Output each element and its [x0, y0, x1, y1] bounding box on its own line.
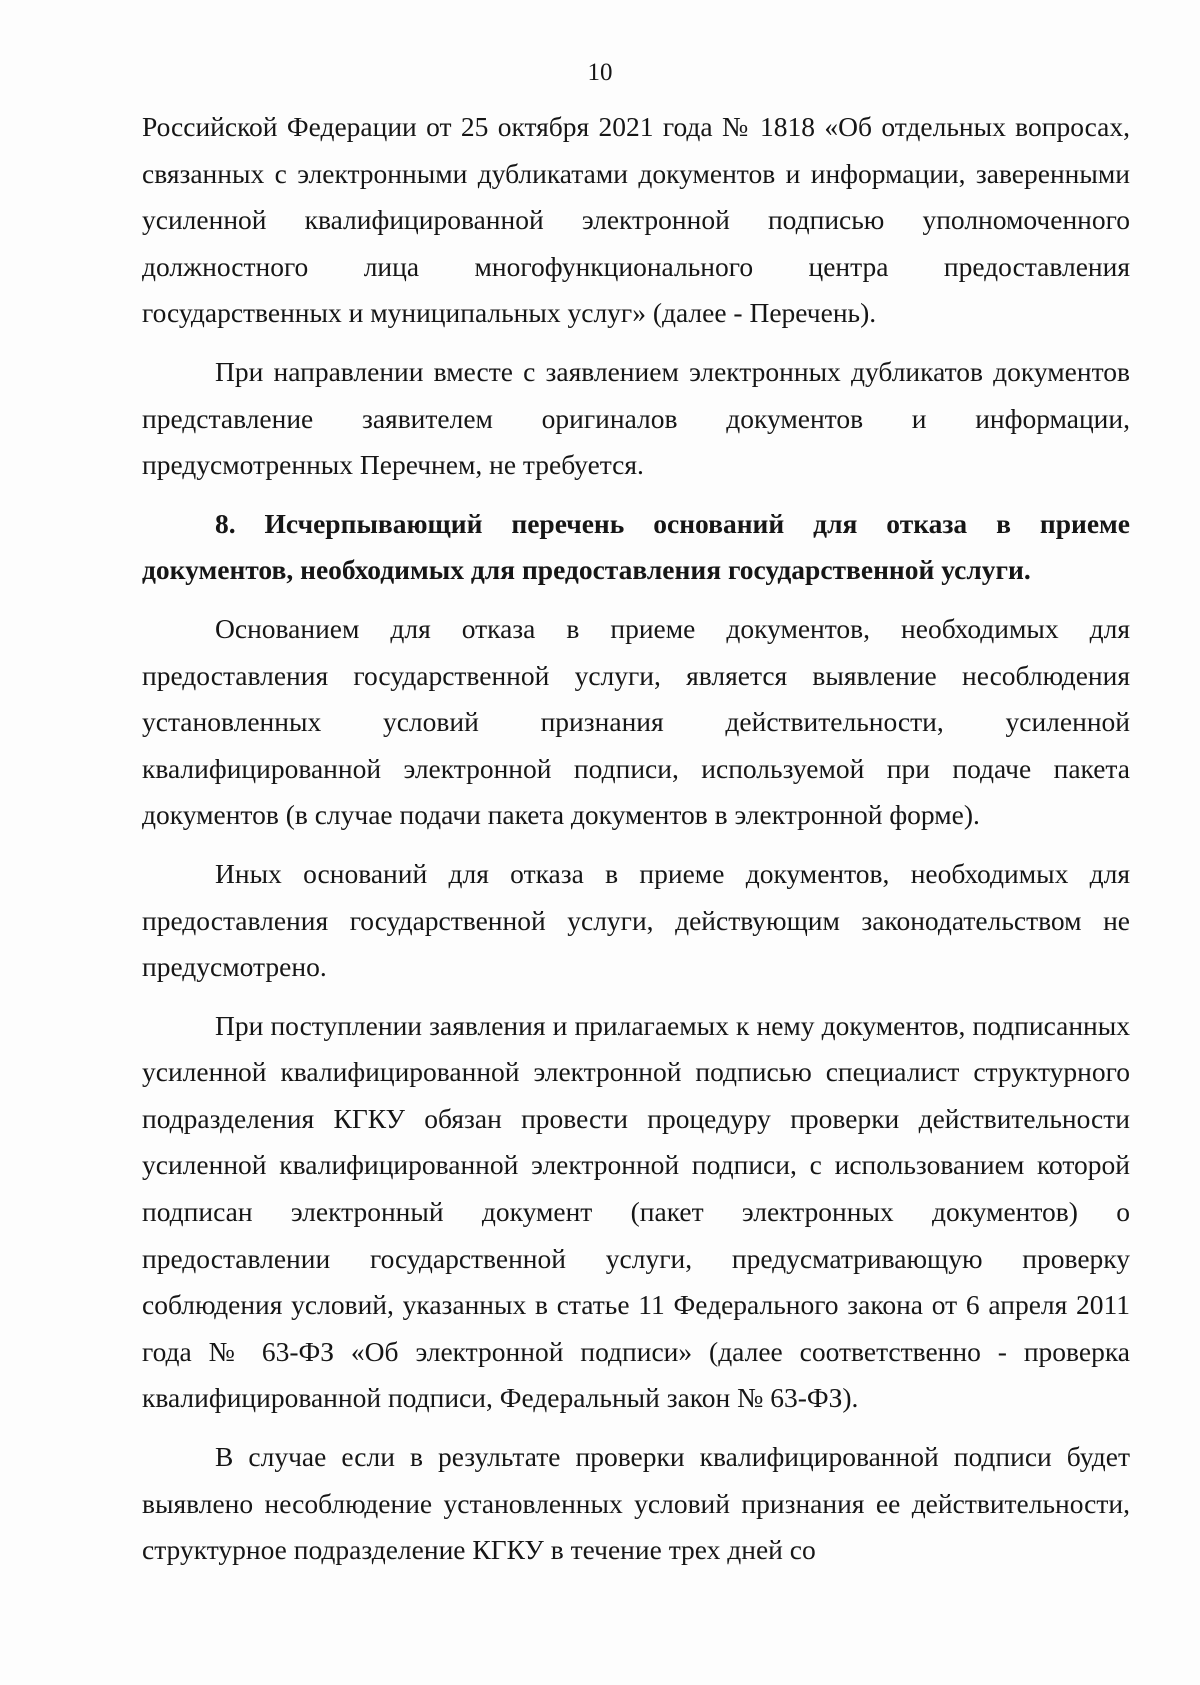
paragraph-check-result: В случае если в результате проверки квалифицированной подписи будет выявлено несоблюдение установленных условий признания ее действительности, структурное подразделение КГКУ в течение трех дней со — [142, 1441, 1130, 1566]
paragraph-no-other-grounds: Иных оснований для отказа в приеме документов, необходимых для предоставления государственной услуги, действующим законодательством не предусмотрено. — [142, 857, 1130, 983]
paragraph-signature-check: При поступлении заявления и прилагаемых к нему документов, подписанных усиленной квалифицированной электронной подписью специалист структурного подразделения КГКУ обязан провести процедуру проверки действительности усиленной квалифицированной электронной подписи, с использованием которой подписан электронный документ (пакет электронных документов) о предоставлении государственной услуги, предусматривающую проверку соблюдения условий, указанных в статье 11 Федерального закона от 6 апреля 2011 года № 63-ФЗ «Об электронной подписи» (далее соответственно - проверка квалифицированной подписи, Федеральный закон № 63-ФЗ). — [142, 1009, 1130, 1414]
page-number: 10 — [587, 59, 613, 86]
paragraph-originals-not-required: При направлении вместе с заявлением электронных дубликатов документов представление заявителем оригиналов документов и информации, предусмотренных Перечнем, не требуется. — [142, 355, 1130, 481]
section-heading-8: 8. Исчерпывающий перечень оснований для отказа в приеме документов, необходимых для предоставления государственной услуги. — [142, 507, 1130, 586]
paragraph-continuation: Российской Федерации от 25 октября 2021 года № 1818 «Об отдельных вопросах, связанных с электронными дубликатами документов и информации, заверенными усиленной квалифицированной электронной подписью уполномоченного должностного лица многофункционального центра предоставления государственных и муниципальных услуг» (далее - Перечень). — [142, 111, 1130, 329]
document-body — [142, 104, 1130, 1586]
paragraph-refusal-grounds: Основанием для отказа в приеме документов, необходимых для предоставления государственной услуги, является выявление несоблюдения установленных условий признания действительности, усиленной квалифицированной электронной подписи, используемой при подаче пакета документов (в случае подачи пакета документов в электронной форме). — [142, 612, 1130, 831]
